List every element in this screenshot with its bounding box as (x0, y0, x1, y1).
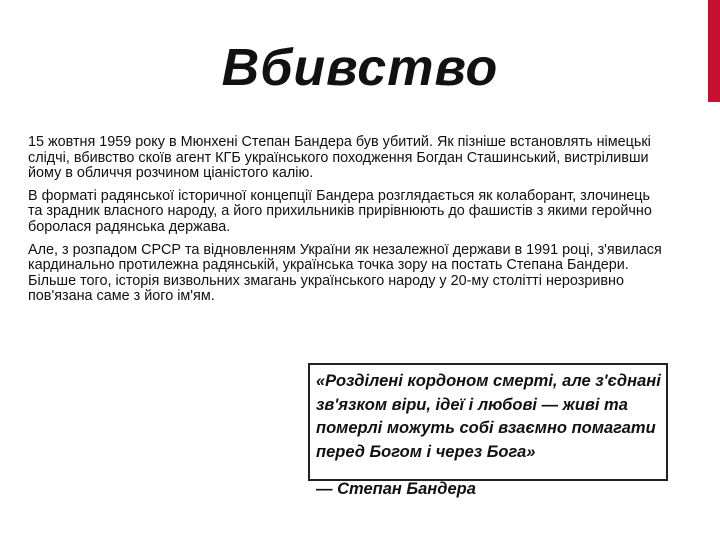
quote-text: «Розділені кордоном смерті, але з'єднані зв'язком віри, ідеї і любові — живі та померлі можуть собі взаємно помагати перед Богом і через Бога» (316, 372, 661, 461)
paragraph-ukrainian-view: Але, з розпадом СРСР та відновленням України як незалежної держави в 1991 році, з'явилася кардинально протилежна радянській, українська точка зору на постать Степана Бандери. Більше того, історія визвольних змагань українського народу у 20-му столітті нерозривно пов'язана саме з його ім'ям. (28, 241, 662, 305)
slide-title: Вбивство (221, 39, 499, 97)
paragraph-soviet-view: В форматі радянської історичної концепції Бандера розглядається як колаборант, злочинець та зрадник власного народу, а його прихильників прирівнюють до фашистів з якими геройчно боролася радянська держава. (28, 187, 652, 235)
quote-author: — Степан Бандера (316, 480, 476, 498)
paragraph-assassination: 15 жовтня 1959 року в Мюнхені Степан Бандера був убитий. Як пізніше встановлять німецькі слідчі, вбивство скоїв агент КГБ українського походження Богдан Сташинський, вистріливши йому в обличчя розчином ціаністого калію. (28, 134, 651, 182)
slide-body (28, 135, 668, 312)
